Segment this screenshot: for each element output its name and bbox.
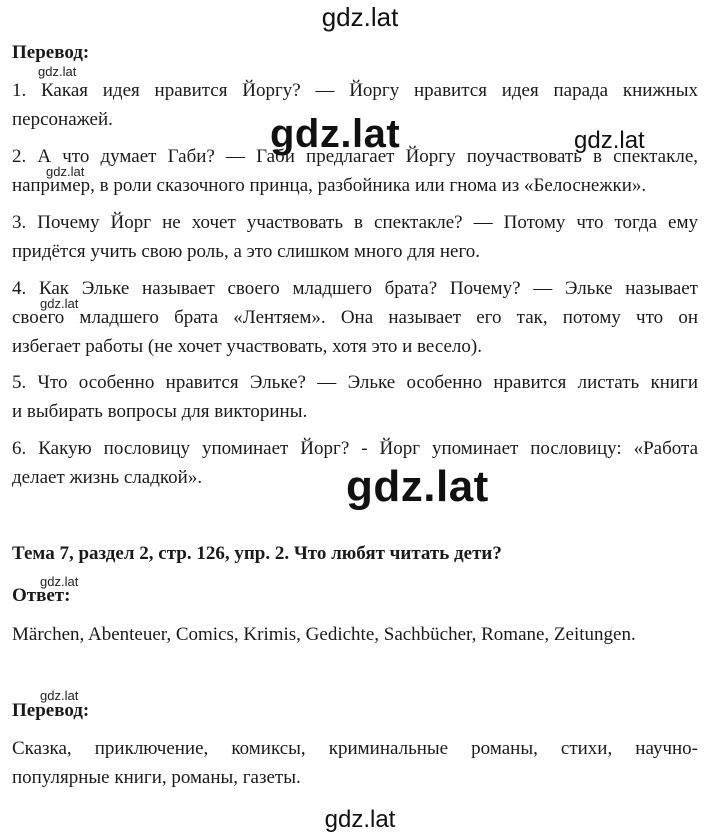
line: и выбирать вопросы для викторины. — [12, 401, 308, 422]
list-item — [12, 142, 698, 200]
watermark-bottom: gdz.lat — [324, 806, 396, 833]
watermark-small: gdz.lat — [40, 296, 79, 311]
watermark-small: gdz.lat — [38, 64, 77, 79]
line: придётся учить свою роль, а это слишком много для него. — [12, 241, 481, 262]
line: своего младшего брата «Лентяем». Она называет его так, потому что он — [12, 307, 698, 328]
line: 4. Как Эльке называет своего младшего брата? Почему? — Эльке называет — [12, 278, 698, 299]
line: делает жизнь сладкой». — [12, 467, 203, 488]
list-item — [12, 434, 698, 492]
list-item — [12, 368, 698, 426]
watermark-top: gdz.lat — [321, 2, 399, 32]
line: 6. Какую пословицу упоминает Йорг? - Йорг упоминает пословицу: «Работа — [12, 438, 698, 459]
line: персонажей. — [12, 109, 113, 130]
line: 3. Почему Йорг не хочет участвовать в спектакле? — Потому что тогда ему — [12, 212, 698, 233]
list-item — [12, 208, 698, 266]
line: 2. А что думает Габи? — Габи предлагает Йоргу поучаствовать в спектакле, — [12, 146, 698, 167]
list-item — [12, 76, 698, 134]
exercise-title: Тема 7, раздел 2, стр. 126, упр. 2. Что любят читать дети? — [12, 543, 502, 564]
watermark-medium: gdz.lat — [574, 127, 645, 154]
answer-heading: Ответ: — [12, 585, 71, 606]
line: избегает работы (не хочет участвовать, хотя это и весело). — [12, 336, 482, 357]
line: 1. Какая идея нравится Йоргу? — Йоргу нравится идея парада книжных — [12, 80, 698, 101]
line: 5. Что особенно нравится Эльке? — Эльке особенно нравится листать книги — [12, 372, 698, 393]
line: например, в роли сказочного принца, разбойника или гнома из «Белоснежки». — [12, 175, 647, 196]
line: популярные книги, романы, газеты. — [12, 767, 301, 788]
translation-text — [12, 734, 698, 792]
translation-heading: Перевод: — [12, 700, 90, 721]
watermark-small: gdz.lat — [40, 574, 79, 589]
translation-heading: Перевод: — [12, 42, 90, 63]
line: Сказка, приключение, комиксы, криминальные романы, стихи, научно- — [12, 738, 698, 759]
watermark-small: gdz.lat — [46, 164, 85, 179]
list-item — [12, 274, 698, 361]
watermark-large: gdz.lat — [270, 112, 401, 156]
watermark-small: gdz.lat — [40, 688, 79, 703]
watermark-large: gdz.lat — [346, 462, 489, 511]
answer-text: Märchen, Abenteuer, Comics, Krimis, Gedichte, Sachbücher, Romane, Zeitungen. — [12, 624, 636, 645]
